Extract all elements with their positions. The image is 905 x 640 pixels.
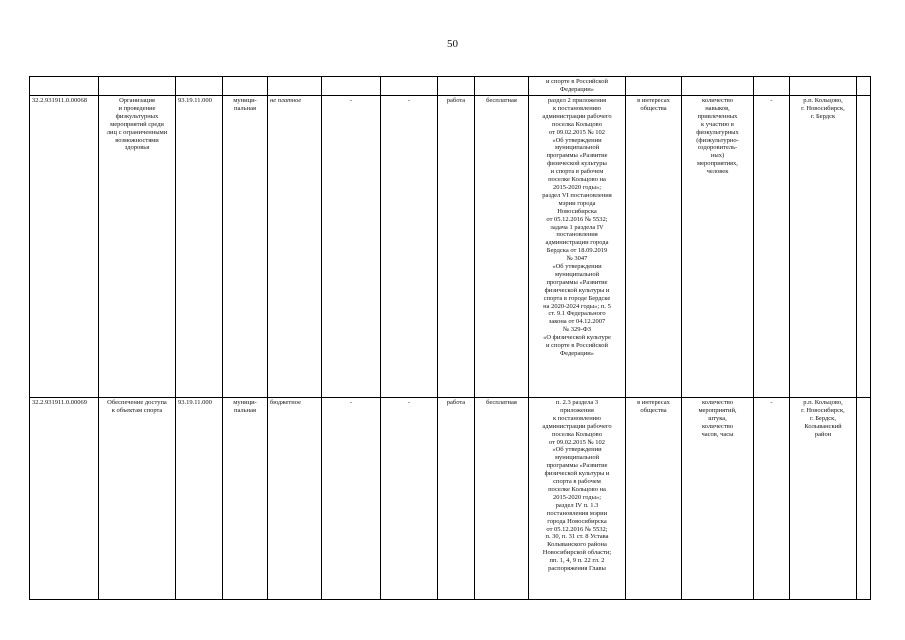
- registry-table: [29, 76, 871, 600]
- service-location: р.п. Кольцово, г. Новосибирск, г. Бердск, Колыванский район: [790, 398, 857, 600]
- service-name: Обеспечение доступа к объектам спорта: [99, 398, 176, 600]
- fee-type: бесплатная: [475, 96, 529, 398]
- continuation-text: и спорте в Российской Федерации»: [529, 77, 626, 96]
- service-kind: работа: [438, 96, 475, 398]
- registry-code: 32.2.931911.0.00069: [30, 398, 99, 600]
- service-location: р.п. Кольцово, г. Новосибирск, г. Бердск: [790, 96, 857, 398]
- payment-type: бюджетное: [268, 398, 322, 600]
- consumer-category: в интересах общества: [626, 398, 682, 600]
- service-name: Организация и проведение физкультурных мероприятий среди лиц с ограниченными возможностями здоровья: [99, 96, 176, 398]
- dash-cell: -: [381, 398, 438, 600]
- consumer-category: в интересах общества: [626, 96, 682, 398]
- dash-cell: -: [322, 96, 381, 398]
- service-category: муници- пальная: [223, 398, 268, 600]
- fee-type: бесплатная: [475, 398, 529, 600]
- okved-code: 93.19.11.000: [176, 96, 223, 398]
- legal-basis: п. 2.3 раздела 3 приложения к постановлению администрации рабочего поселка Кольцово от 09.02.2015 № 102 «Об утверждении муниципальной программы «Развитие физической культуры и спорта в рабочем поселке Кольцово на 2015-2020 годы»; раздел IV п. 1.3 постановления мэрии города Новосибирска от 05.12.2016 № 5532; п. 30, п. 31 ст. 8 Устава Колыванского района Новосибирской области; пп. 1, 4, 9 п. 22 гл. 2 распоряжения Главы: [529, 398, 626, 600]
- dash-cell: -: [754, 96, 790, 398]
- continuation-row: [30, 77, 871, 96]
- legal-basis: раздел 2 приложения к постановлению администрации рабочего поселка Кольцово от 09.02.2015 № 102 «Об утверждении муниципальной программы «Развитие физической культуры и спорта в рабочем поселке Кольцово на 2015-2020 годы»; раздел VI постановления мэрии города Новосибирска от 05.12.2016 № 5532; задача 1 раздела IV постановления администрации города Бердска от 18.09.2019 № 3047 «Об утверждении муниципальной программы «Развитие физической культуры и спорта в городе Бердске на 2020-2024 годы»; п. 5 ст. 9.1 Федерального закона от 04.12.2007 № 329-ФЗ «О физической культуре и спорте в Российской Федерации»: [529, 96, 626, 398]
- service-kind: работа: [438, 398, 475, 600]
- okved-code: 93.19.11.000: [176, 398, 223, 600]
- page-number: 50: [447, 38, 458, 50]
- volume-indicator: количество мероприятий, штука, количество часов, часы: [682, 398, 754, 600]
- volume-indicator: количество навыков, привлеченных к участию в физкультурных (физкультурно- оздоровитель- ных) мероприятиях, человек: [682, 96, 754, 398]
- registry-code: 32.2.931911.0.00068: [30, 96, 99, 398]
- dash-cell: -: [381, 96, 438, 398]
- service-category: муници- пальная: [223, 96, 268, 398]
- payment-type: не платное: [268, 96, 322, 398]
- dash-cell: -: [322, 398, 381, 600]
- dash-cell: -: [754, 398, 790, 600]
- table-row: [30, 96, 871, 398]
- table-row: [30, 398, 871, 600]
